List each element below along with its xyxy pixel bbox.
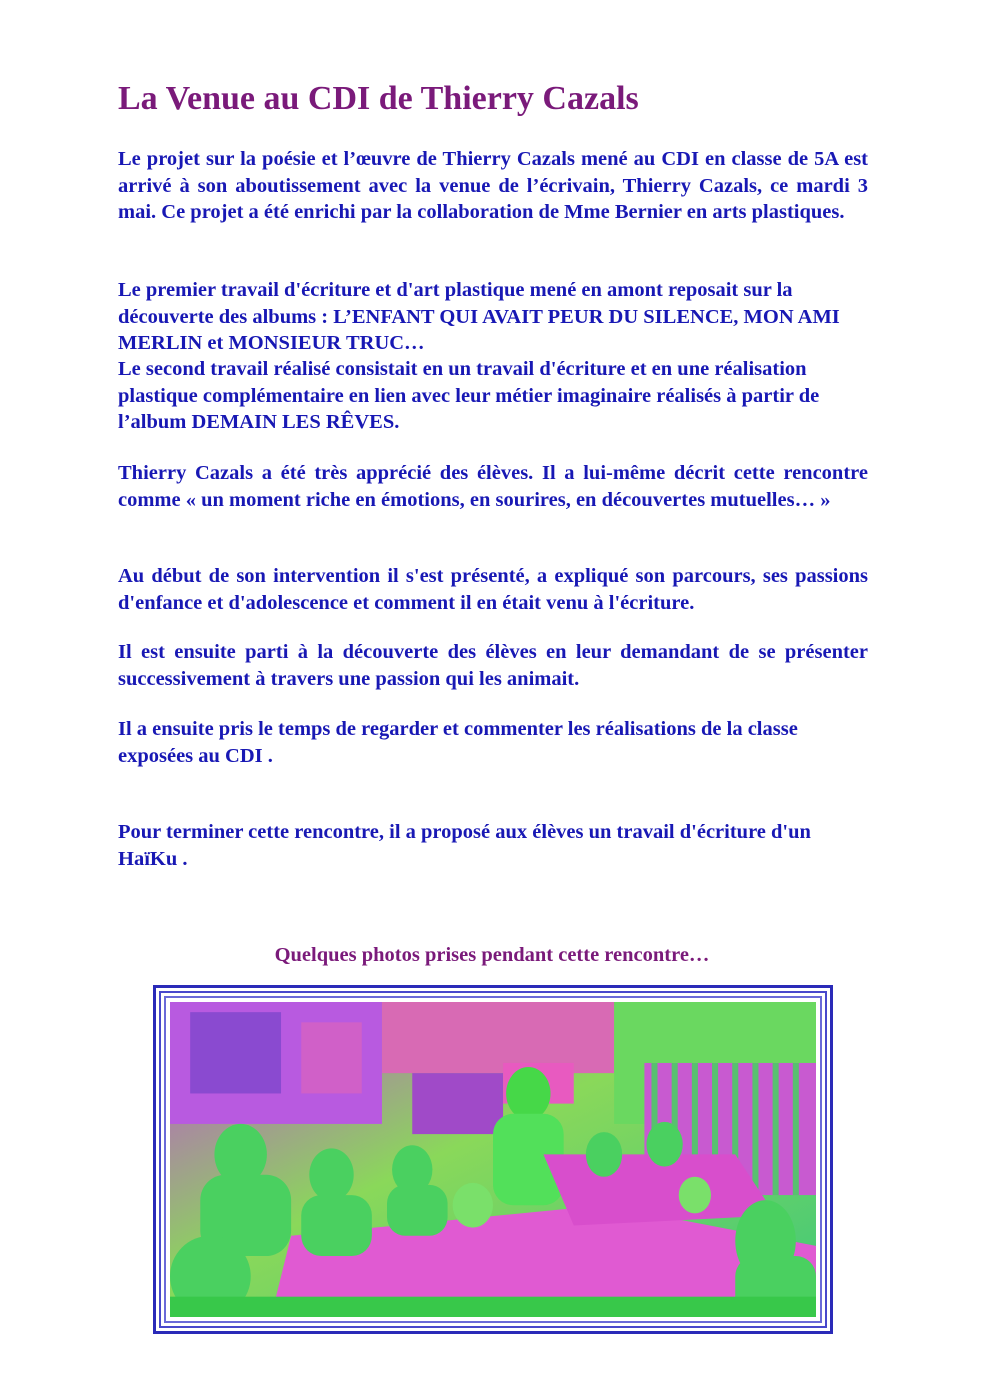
haiku-paragraph: Pour terminer cette rencontre, il a proposé aux élèves un travail d'écriture d'un HaïKu .: [118, 821, 811, 870]
second-work-paragraph: Le second travail réalisé consistait en un travail d'écriture et en une réalisation plastique complémentaire en lien avec leur métier imaginaire réalisés à partir de l’album DEMAIN LES RÊVES.: [118, 358, 820, 433]
discovery-paragraph: Il est ensuite parti à la découverte des élèves en leur demandant de se présenter successivement à travers une passion qui les animait.: [118, 641, 868, 690]
intro-paragraph: Le projet sur la poésie et l’œuvre de Thierry Cazals mené au CDI en classe de 5A est arrivé à son aboutissement avec la venue de l’écrivain, Thierry Cazals, ce mardi 3 mai. Ce projet a été enrichi par la collaboration de Mme Bernier en arts plastiques.: [118, 148, 868, 223]
first-work-paragraph: Le premier travail d'écriture et d'art plastique mené en amont reposait sur la découverte des albums : L’ENFANT QUI AVAIT PEUR DU SILENCE, MON AMI MERLIN et MONSIEUR TRUC…: [118, 279, 840, 354]
photo-caption: Quelques photos prises pendant cette rencontre…: [274, 944, 710, 966]
classroom-photo: [170, 1002, 816, 1317]
classroom-photo-image: [170, 1002, 816, 1317]
introduction-paragraph: Au début de son intervention il s'est présenté, a expliqué son parcours, ses passions d'enfance et d'adolescence et comment il en était venu à l'écriture.: [118, 565, 868, 614]
exhibition-paragraph: Il a ensuite pris le temps de regarder et commenter les réalisations de la classe exposées au CDI .: [118, 718, 798, 767]
photo-frame: [153, 985, 833, 1334]
page-title: La Venue au CDI de Thierry Cazals: [118, 80, 639, 117]
appreciation-paragraph: Thierry Cazals a été très apprécié des élèves. Il a lui-même décrit cette rencontre comme « un moment riche en émotions, en sourires, en découvertes mutuelles… »: [118, 462, 868, 511]
